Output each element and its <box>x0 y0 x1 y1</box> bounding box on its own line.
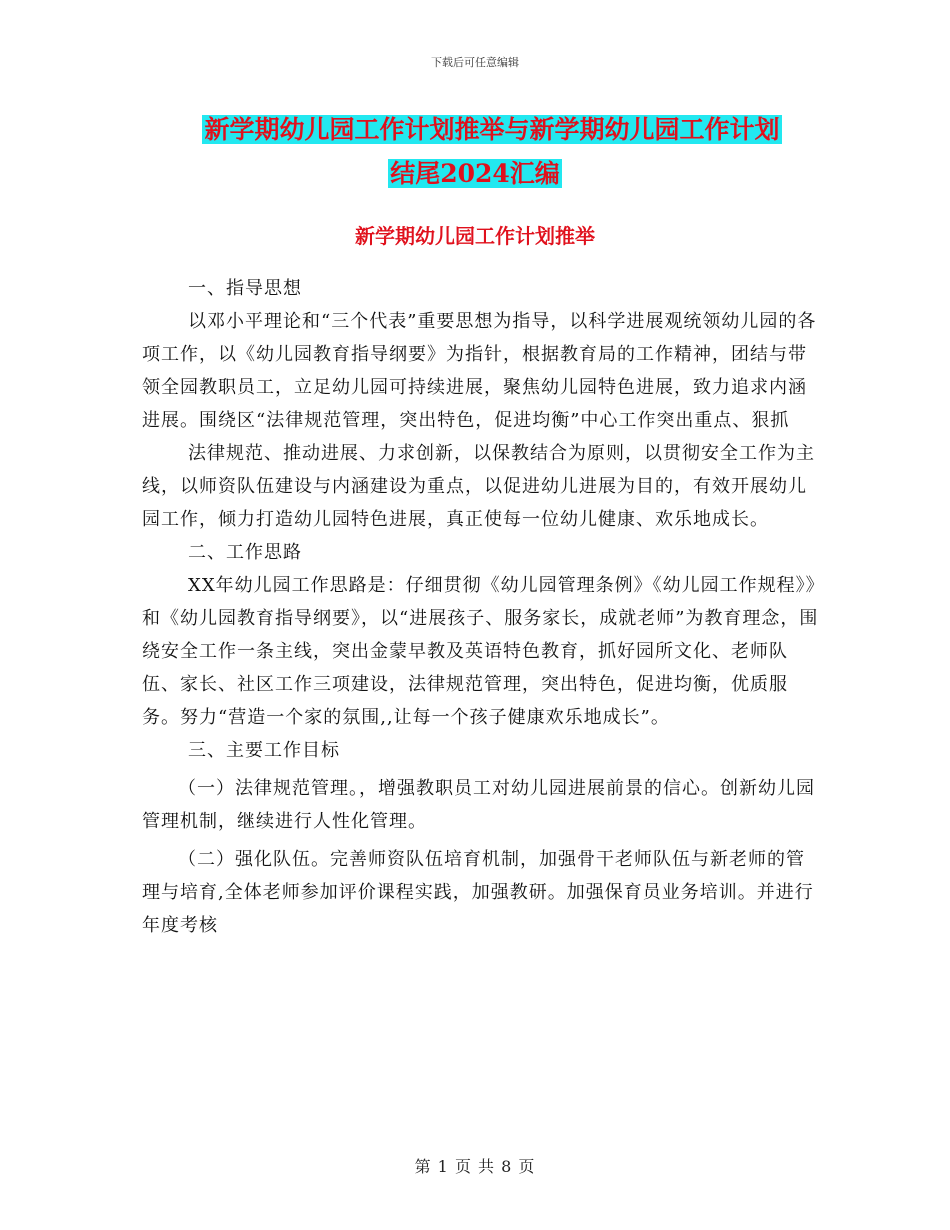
paragraph-guiding-ideology: 以邓小平理论和“三个代表”重要思想为指导，以科学进展观统领幼儿园的各项工作，以《幼儿园教育指导纲要》为指针，根据教育局的工作精神，团结与带领全园教职员工，立足幼儿园可持续进展，聚焦幼儿园特色进展，致力追求内涵进展。围绕区“法律规范管理，突出特色，促进均衡”中心工作突出重点、狠抓 <box>142 311 817 431</box>
document-title-text-2: 结尾2024汇编 <box>390 159 560 188</box>
document-title-line-2 <box>0 154 950 194</box>
heading-work-approach: 二、工作思路 <box>188 542 302 563</box>
document-title-text-1: 新学期幼儿园工作计划推举与新学期幼儿园工作计划 <box>204 115 780 144</box>
paragraph-goal-1: （一）法律规范管理。，增强教职员工对幼儿园进展前景的信心。创新幼儿园管理机制，继续进行人性化管理。 <box>142 778 815 832</box>
header-note: 下载后可任意编辑 <box>431 56 519 69</box>
paragraph-work-approach: XX年幼儿园工作思路是：仔细贯彻《幼儿园管理条例》《幼儿园工作规程》》和《幼儿园教育指导纲要》，以“进展孩子、服务家长，成就老师”为教育理念，围绕安全工作一条主线，突出金蒙早教及英语特色教育，抓好园所文化、老师队伍、家长、社区工作三项建设，法律规范管理，突出特色，促进均衡，优质服务。努力“营造一个家的氛围,,让每一个孩子健康欢乐地成长”。 <box>142 575 819 728</box>
paragraph-guiding-continued: 法律规范、推动进展、力求创新，以保教结合为原则，以贯彻安全工作为主线，以师资队伍建设与内涵建设为重点，以促进幼儿进展为目的，有效开展幼儿园工作，倾力打造幼儿园特色进展，真正使每一位幼儿健康、欢乐地成长。 <box>142 443 815 530</box>
paragraph-goal-2: （二）强化队伍。完善师资队伍培育机制，加强骨干老师队伍与新老师的管理与培育,全体老师参加评价课程实践，加强教研。加强保育员业务培训。并进行年度考核 <box>142 849 814 936</box>
section-title: 新学期幼儿园工作计划推举 <box>355 224 595 248</box>
document-body <box>142 272 822 942</box>
heading-main-goals: 三、主要工作目标 <box>188 740 340 761</box>
page-footer: 第 1 页 共 8 页 <box>414 1157 536 1176</box>
document-title-line-1 <box>17 110 950 150</box>
heading-guiding-ideology: 一、指导思想 <box>188 278 302 299</box>
